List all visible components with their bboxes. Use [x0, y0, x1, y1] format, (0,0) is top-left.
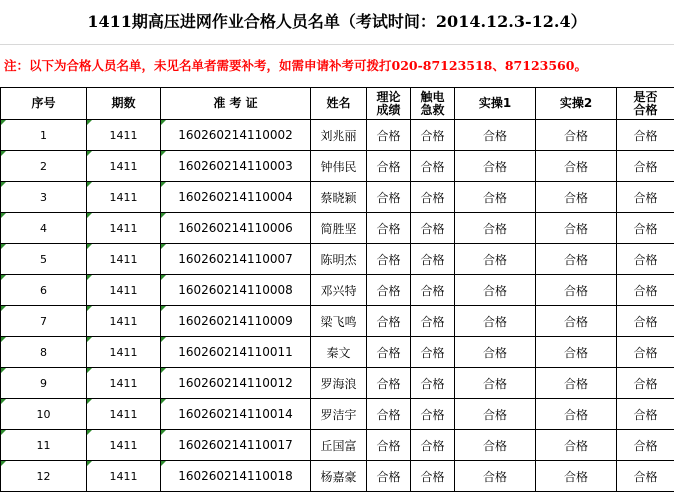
cell-op1[interactable] — [455, 461, 536, 492]
header-pass[interactable] — [617, 88, 674, 120]
cell-op1-value: 合格 — [482, 345, 507, 360]
cell-name-value: 简胜坚 — [320, 221, 357, 236]
cell-name[interactable] — [311, 337, 367, 368]
cell-op2[interactable] — [536, 151, 617, 182]
number-as-text-marker-icon — [1, 182, 6, 187]
cell-shock-value: 合格 — [420, 252, 445, 267]
cell-name[interactable] — [311, 244, 367, 275]
cell-theory[interactable] — [367, 151, 411, 182]
cell-op2[interactable] — [536, 461, 617, 492]
cell-seq[interactable] — [1, 399, 87, 430]
cell-pass[interactable] — [617, 213, 674, 244]
cell-name[interactable] — [311, 399, 367, 430]
cell-shock[interactable] — [411, 306, 455, 337]
cell-theory[interactable] — [367, 244, 411, 275]
cell-op2[interactable] — [536, 399, 617, 430]
cell-pass[interactable] — [617, 430, 674, 461]
cell-pass-value: 合格 — [633, 314, 658, 329]
cell-op1-value: 合格 — [482, 438, 507, 453]
cell-period[interactable] — [87, 151, 161, 182]
cell-period-value: 1411 — [109, 283, 138, 297]
cell-seq[interactable] — [1, 151, 87, 182]
cell-op2-value: 合格 — [563, 438, 588, 453]
table-row — [1, 244, 674, 275]
sheet-note[interactable]: 注：以下为合格人员名单，未见名单者需要补考，如需申请补考可拨打020-87123518、87123560。 — [4, 58, 587, 73]
table-row — [1, 306, 674, 337]
number-as-text-marker-icon — [161, 306, 166, 311]
cell-op2-value: 合格 — [563, 376, 588, 391]
cell-shock[interactable] — [411, 368, 455, 399]
cell-name-value: 丘国富 — [320, 438, 357, 453]
cell-theory[interactable] — [367, 399, 411, 430]
cell-shock-value: 合格 — [420, 345, 445, 360]
cell-shock[interactable] — [411, 275, 455, 306]
cell-pass-value: 合格 — [633, 190, 658, 205]
number-as-text-marker-icon — [161, 120, 166, 125]
header-cert[interactable]: 准 考 证 — [161, 88, 311, 120]
cell-name[interactable] — [311, 151, 367, 182]
cell-seq[interactable] — [1, 430, 87, 461]
number-as-text-marker-icon — [87, 337, 92, 342]
cell-theory[interactable] — [367, 461, 411, 492]
cell-seq-value: 7 — [40, 314, 47, 328]
cell-pass-value: 合格 — [633, 283, 658, 298]
cell-name[interactable] — [311, 213, 367, 244]
cell-theory-value: 合格 — [376, 190, 401, 205]
table-row — [1, 368, 674, 399]
cell-cert-value: 160260214110004 — [178, 190, 293, 204]
cell-theory-value: 合格 — [376, 159, 401, 174]
cell-seq-value: 2 — [40, 159, 47, 173]
cell-op2-value: 合格 — [563, 345, 588, 360]
header-theory-line2: 成绩 — [376, 102, 401, 117]
header-shock-line2: 急救 — [420, 102, 445, 117]
header-pass-line1: 是否 — [633, 89, 658, 104]
cell-seq[interactable] — [1, 244, 87, 275]
cell-theory-value: 合格 — [376, 221, 401, 236]
cell-shock-value: 合格 — [420, 190, 445, 205]
cell-period[interactable] — [87, 275, 161, 306]
cell-pass-value: 合格 — [633, 252, 658, 267]
table-row — [1, 275, 674, 306]
cell-pass[interactable] — [617, 306, 674, 337]
cell-theory-value: 合格 — [376, 469, 401, 484]
cell-theory-value: 合格 — [376, 345, 401, 360]
cell-theory-value: 合格 — [376, 252, 401, 267]
cell-period-value: 1411 — [109, 314, 138, 328]
cell-op1[interactable] — [455, 306, 536, 337]
number-as-text-marker-icon — [1, 430, 6, 435]
table-row — [1, 120, 674, 151]
cell-pass[interactable] — [617, 368, 674, 399]
cell-op2[interactable] — [536, 430, 617, 461]
cell-op1[interactable] — [455, 368, 536, 399]
cell-period[interactable] — [87, 306, 161, 337]
cell-op2[interactable] — [536, 368, 617, 399]
cell-period[interactable] — [87, 182, 161, 213]
cell-cert-value: 160260214110011 — [178, 345, 293, 359]
cell-shock[interactable] — [411, 120, 455, 151]
cell-seq-value: 9 — [40, 376, 47, 390]
cell-op2[interactable] — [536, 120, 617, 151]
number-as-text-marker-icon — [161, 430, 166, 435]
cell-name-value: 罗洁宇 — [320, 407, 357, 422]
cell-op1[interactable] — [455, 151, 536, 182]
number-as-text-marker-icon — [161, 275, 166, 280]
number-as-text-marker-icon — [1, 275, 6, 280]
cell-cert-value: 160260214110014 — [178, 407, 293, 421]
cell-pass[interactable] — [617, 399, 674, 430]
cell-op2[interactable] — [536, 213, 617, 244]
cell-shock-value: 合格 — [420, 221, 445, 236]
cell-pass-value: 合格 — [633, 376, 658, 391]
cell-cert-value: 160260214110012 — [178, 376, 293, 390]
cell-name[interactable] — [311, 275, 367, 306]
cell-shock-value: 合格 — [420, 376, 445, 391]
cell-op1-value: 合格 — [482, 221, 507, 236]
cell-seq-value: 12 — [36, 469, 51, 483]
cell-cert[interactable] — [161, 368, 311, 399]
cell-op2[interactable] — [536, 337, 617, 368]
cell-name[interactable] — [311, 306, 367, 337]
cell-op1-value: 合格 — [482, 314, 507, 329]
cell-name-value: 刘兆丽 — [320, 128, 357, 143]
cell-theory[interactable] — [367, 337, 411, 368]
number-as-text-marker-icon — [161, 399, 166, 404]
header-op2[interactable]: 实操2 — [536, 88, 617, 120]
cell-cert-value: 160260214110018 — [178, 469, 293, 483]
cell-theory-value: 合格 — [376, 283, 401, 298]
number-as-text-marker-icon — [1, 306, 6, 311]
cell-theory[interactable] — [367, 306, 411, 337]
cell-pass[interactable] — [617, 120, 674, 151]
cell-shock-value: 合格 — [420, 438, 445, 453]
cell-theory[interactable] — [367, 368, 411, 399]
cell-op1[interactable] — [455, 337, 536, 368]
cell-op2-value: 合格 — [563, 283, 588, 298]
cell-seq-value: 5 — [40, 252, 47, 266]
cell-cert-value: 160260214110002 — [178, 128, 293, 142]
cell-cert[interactable] — [161, 213, 311, 244]
cell-pass-value: 合格 — [633, 407, 658, 422]
number-as-text-marker-icon — [1, 337, 6, 342]
cell-theory[interactable] — [367, 120, 411, 151]
cell-seq[interactable] — [1, 120, 87, 151]
cell-theory-value: 合格 — [376, 376, 401, 391]
number-as-text-marker-icon — [87, 120, 92, 125]
cell-shock[interactable] — [411, 213, 455, 244]
cell-name-value: 罗海浪 — [320, 376, 357, 391]
table-row — [1, 182, 674, 213]
cell-op2[interactable] — [536, 182, 617, 213]
cell-op1-value: 合格 — [482, 252, 507, 267]
cell-period[interactable] — [87, 337, 161, 368]
header-shock[interactable] — [411, 88, 455, 120]
cell-cert-value: 160260214110017 — [178, 438, 293, 452]
header-pass-line2: 合格 — [633, 102, 658, 117]
cell-cert-value: 160260214110009 — [178, 314, 293, 328]
cell-period-value: 1411 — [109, 345, 138, 359]
cell-shock-value: 合格 — [420, 159, 445, 174]
cell-theory[interactable] — [367, 182, 411, 213]
cell-seq[interactable] — [1, 306, 87, 337]
cell-cert[interactable] — [161, 120, 311, 151]
cell-op2-value: 合格 — [563, 314, 588, 329]
cell-period-value: 1411 — [109, 221, 138, 235]
cell-period[interactable] — [87, 461, 161, 492]
cell-shock[interactable] — [411, 399, 455, 430]
number-as-text-marker-icon — [161, 461, 166, 466]
cell-seq-value: 10 — [36, 407, 51, 421]
cell-cert-value: 160260214110003 — [178, 159, 293, 173]
cell-seq[interactable] — [1, 368, 87, 399]
cell-shock[interactable] — [411, 151, 455, 182]
number-as-text-marker-icon — [87, 368, 92, 373]
cell-seq-value: 4 — [40, 221, 47, 235]
number-as-text-marker-icon — [1, 461, 6, 466]
number-as-text-marker-icon — [1, 368, 6, 373]
cell-cert[interactable] — [161, 182, 311, 213]
cell-cert[interactable] — [161, 244, 311, 275]
cell-period-value: 1411 — [109, 190, 138, 204]
number-as-text-marker-icon — [1, 151, 6, 156]
cell-cert[interactable] — [161, 151, 311, 182]
header-theory-line1: 理论 — [376, 89, 401, 104]
cell-shock[interactable] — [411, 337, 455, 368]
table-row — [1, 337, 674, 368]
cell-name-value: 秦文 — [326, 345, 351, 360]
cell-period-value: 1411 — [109, 252, 138, 266]
cell-op1[interactable] — [455, 213, 536, 244]
cell-op2[interactable] — [536, 275, 617, 306]
cell-period[interactable] — [87, 244, 161, 275]
results-table — [0, 87, 674, 492]
cell-name-value: 陈明杰 — [320, 252, 357, 267]
cell-shock-value: 合格 — [420, 283, 445, 298]
cell-pass-value: 合格 — [633, 438, 658, 453]
number-as-text-marker-icon — [87, 213, 92, 218]
cell-period-value: 1411 — [109, 407, 138, 421]
cell-cert[interactable] — [161, 306, 311, 337]
cell-op1-value: 合格 — [482, 128, 507, 143]
cell-name[interactable] — [311, 461, 367, 492]
cell-op1-value: 合格 — [482, 407, 507, 422]
cell-name[interactable] — [311, 120, 367, 151]
cell-pass[interactable] — [617, 151, 674, 182]
sheet-title[interactable]: 1411期高压进网作业合格人员名单（考试时间：2014.12.3-12.4） — [0, 0, 674, 45]
header-period[interactable]: 期数 — [87, 88, 161, 120]
cell-name[interactable] — [311, 430, 367, 461]
cell-shock[interactable] — [411, 430, 455, 461]
cell-theory-value: 合格 — [376, 314, 401, 329]
cell-shock-value: 合格 — [420, 128, 445, 143]
cell-op1[interactable] — [455, 244, 536, 275]
cell-op2-value: 合格 — [563, 221, 588, 236]
cell-shock[interactable] — [411, 182, 455, 213]
cell-name-value: 钟伟民 — [320, 159, 357, 174]
cell-period[interactable] — [87, 368, 161, 399]
cell-op1-value: 合格 — [482, 159, 507, 174]
cell-seq-value: 11 — [36, 438, 51, 452]
header-theory[interactable] — [367, 88, 411, 120]
cell-period[interactable] — [87, 213, 161, 244]
number-as-text-marker-icon — [161, 368, 166, 373]
cell-seq-value: 3 — [40, 190, 47, 204]
cell-theory-value: 合格 — [376, 438, 401, 453]
cell-pass-value: 合格 — [633, 128, 658, 143]
table-row — [1, 399, 674, 430]
number-as-text-marker-icon — [161, 213, 166, 218]
cell-name[interactable] — [311, 182, 367, 213]
cell-seq[interactable] — [1, 182, 87, 213]
cell-cert[interactable] — [161, 461, 311, 492]
cell-op2[interactable] — [536, 306, 617, 337]
cell-seq-value: 8 — [40, 345, 47, 359]
cell-seq-value: 1 — [40, 128, 47, 142]
number-as-text-marker-icon — [161, 182, 166, 187]
cell-op1[interactable] — [455, 430, 536, 461]
cell-seq[interactable] — [1, 461, 87, 492]
cell-theory[interactable] — [367, 213, 411, 244]
cell-op1-value: 合格 — [482, 469, 507, 484]
cell-op1[interactable] — [455, 399, 536, 430]
cell-op2-value: 合格 — [563, 128, 588, 143]
cell-shock[interactable] — [411, 244, 455, 275]
cell-seq[interactable] — [1, 337, 87, 368]
cell-shock-value: 合格 — [420, 314, 445, 329]
cell-cert[interactable] — [161, 430, 311, 461]
cell-seq[interactable] — [1, 213, 87, 244]
number-as-text-marker-icon — [1, 399, 6, 404]
number-as-text-marker-icon — [87, 430, 92, 435]
cell-cert-value: 160260214110008 — [178, 283, 293, 297]
cell-op1-value: 合格 — [482, 376, 507, 391]
cell-pass[interactable] — [617, 337, 674, 368]
cell-pass[interactable] — [617, 275, 674, 306]
number-as-text-marker-icon — [87, 244, 92, 249]
cell-name-value: 蔡晓颖 — [320, 190, 357, 205]
cell-op2-value: 合格 — [563, 407, 588, 422]
cell-pass[interactable] — [617, 244, 674, 275]
cell-theory[interactable] — [367, 430, 411, 461]
cell-op1[interactable] — [455, 275, 536, 306]
cell-op2-value: 合格 — [563, 190, 588, 205]
cell-shock-value: 合格 — [420, 407, 445, 422]
header-seq[interactable]: 序号 — [1, 88, 87, 120]
cell-pass-value: 合格 — [633, 469, 658, 484]
number-as-text-marker-icon — [161, 244, 166, 249]
cell-cert-value: 160260214110006 — [178, 221, 293, 235]
cell-period[interactable] — [87, 430, 161, 461]
cell-period-value: 1411 — [109, 128, 138, 142]
number-as-text-marker-icon — [161, 151, 166, 156]
cell-period[interactable] — [87, 120, 161, 151]
number-as-text-marker-icon — [87, 151, 92, 156]
table-header-row — [1, 88, 674, 120]
cell-op2-value: 合格 — [563, 252, 588, 267]
cell-op2-value: 合格 — [563, 159, 588, 174]
cell-seq-value: 6 — [40, 283, 47, 297]
cell-op2[interactable] — [536, 244, 617, 275]
cell-theory-value: 合格 — [376, 407, 401, 422]
cell-op2-value: 合格 — [563, 469, 588, 484]
cell-period-value: 1411 — [109, 376, 138, 390]
cell-cert[interactable] — [161, 337, 311, 368]
cell-shock[interactable] — [411, 461, 455, 492]
cell-theory-value: 合格 — [376, 128, 401, 143]
cell-pass-value: 合格 — [633, 159, 658, 174]
cell-theory[interactable] — [367, 275, 411, 306]
number-as-text-marker-icon — [87, 306, 92, 311]
cell-pass-value: 合格 — [633, 221, 658, 236]
number-as-text-marker-icon — [1, 213, 6, 218]
header-name[interactable]: 姓名 — [311, 88, 367, 120]
cell-period-value: 1411 — [109, 159, 138, 173]
cell-op1-value: 合格 — [482, 190, 507, 205]
cell-cert[interactable] — [161, 275, 311, 306]
cell-op1[interactable] — [455, 182, 536, 213]
cell-pass[interactable] — [617, 182, 674, 213]
table-row — [1, 213, 674, 244]
cell-name-value: 邓兴特 — [320, 283, 357, 298]
cell-name[interactable] — [311, 368, 367, 399]
number-as-text-marker-icon — [1, 244, 6, 249]
cell-cert-value: 160260214110007 — [178, 252, 293, 266]
number-as-text-marker-icon — [87, 182, 92, 187]
cell-op1-value: 合格 — [482, 283, 507, 298]
number-as-text-marker-icon — [1, 120, 6, 125]
cell-pass[interactable] — [617, 461, 674, 492]
cell-shock-value: 合格 — [420, 469, 445, 484]
cell-period[interactable] — [87, 399, 161, 430]
cell-op1[interactable] — [455, 120, 536, 151]
number-as-text-marker-icon — [87, 461, 92, 466]
cell-name-value: 杨嘉豪 — [320, 469, 357, 484]
table-row — [1, 151, 674, 182]
cell-pass-value: 合格 — [633, 345, 658, 360]
cell-cert[interactable] — [161, 399, 311, 430]
cell-period-value: 1411 — [109, 469, 138, 483]
table-row — [1, 430, 674, 461]
table-row — [1, 461, 674, 492]
cell-seq[interactable] — [1, 275, 87, 306]
header-op1[interactable]: 实操1 — [455, 88, 536, 120]
number-as-text-marker-icon — [87, 399, 92, 404]
number-as-text-marker-icon — [87, 275, 92, 280]
cell-period-value: 1411 — [109, 438, 138, 452]
header-shock-line1: 触电 — [420, 89, 445, 104]
cell-name-value: 梁飞鸣 — [320, 314, 357, 329]
number-as-text-marker-icon — [161, 337, 166, 342]
